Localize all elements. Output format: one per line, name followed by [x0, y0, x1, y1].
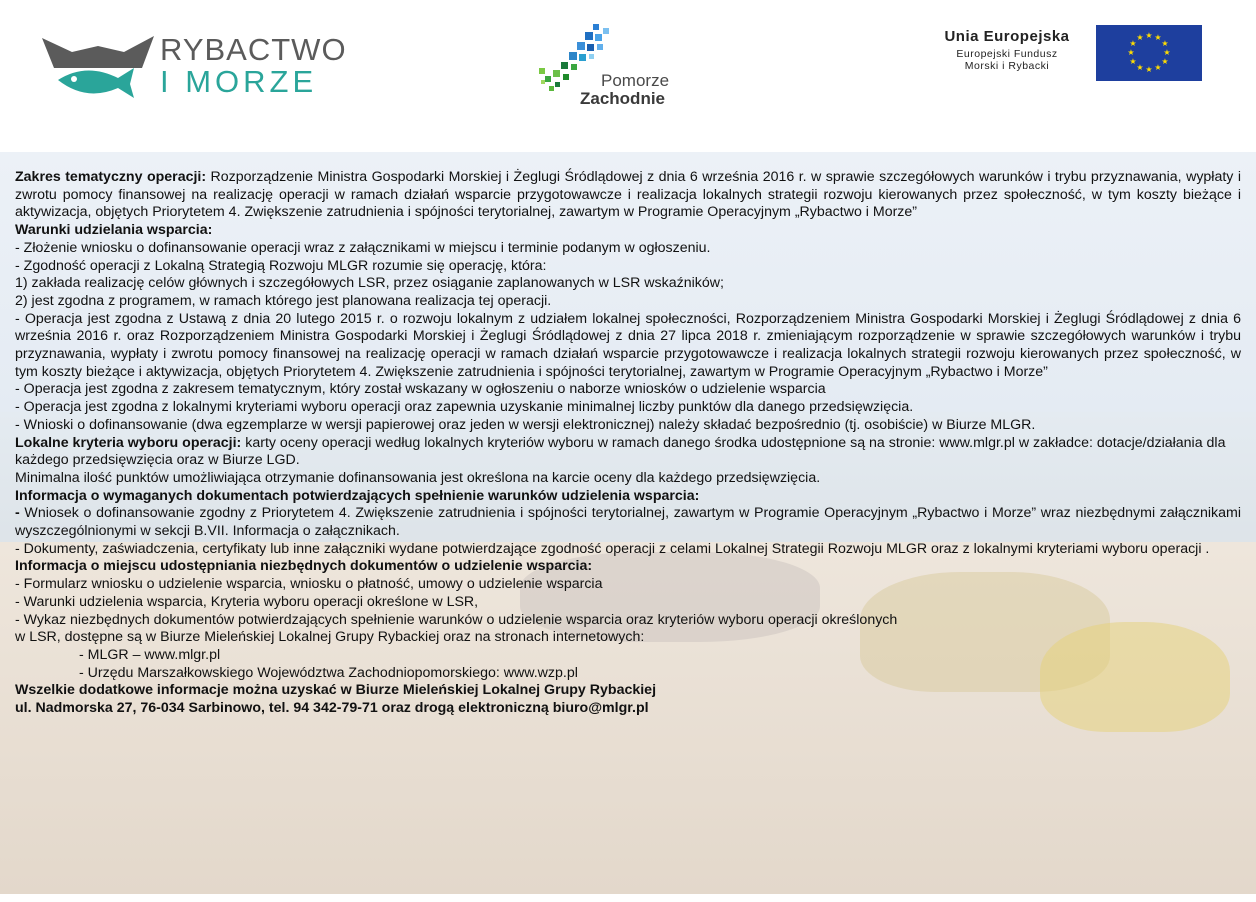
warunki-item-4: - Operacja jest zgodna z zakresem tematycznym, który został wskazany w ogłoszeniu o naborze wniosków o udzielenie wsparcia	[15, 381, 826, 398]
zakres-paragraph	[15, 169, 1241, 222]
kryteria-heading: Lokalne kryteria wyboru operacji:	[15, 434, 242, 451]
link-mlgr[interactable]: - MLGR – www.mlgr.pl	[79, 646, 221, 663]
miejsce-item-1: - Formularz wniosku o udzielenie wsparcia, wniosku o płatność, umowy o udzielenie wsparcia	[15, 576, 603, 593]
svg-text:★: ★	[1127, 48, 1135, 57]
svg-text:★: ★	[1145, 65, 1153, 74]
svg-text:★: ★	[1161, 57, 1169, 66]
eu-caption	[914, 28, 1100, 72]
warunki-item-2a: 1) zakłada realizację celów głównych i szczegółowych LSR, przez osiąganie zaplanowanych w LSR wskaźników;	[15, 275, 724, 292]
svg-text:★: ★	[1161, 39, 1169, 48]
footer-contact-line: ul. Nadmorska 27, 76-034 Sarbinowo, tel. 94 342-79-71 oraz drogą elektroniczną biuro@mlgr.pl	[15, 700, 649, 717]
footer-line-1: Wszelkie dodatkowe informacje można uzyskać w Biurze Mieleńskiej Lokalnej Grupy Rybackiej	[15, 682, 657, 699]
dokumenty-heading: Informacja o wymaganych dokumentach potwierdzających spełnienie warunków udzielenia wsparcia:	[15, 487, 700, 504]
zachodnie-text: Zachodnie	[580, 89, 666, 108]
pomorze-text: Pomorze	[601, 71, 670, 90]
warunki-item-2b: 2) jest zgodna z programem, w ramach którego jest planowana realizacja tej operacji.	[15, 292, 552, 309]
dokumenty-item-2: - Dokumenty, zaświadczenia, certyfikaty lub inne załączniki wydane potwierdzające zgodność operacji z celami Lokalnej Strategii Rozwoju MLGR oraz z lokalnymi kryteriami wyboru operacji .	[15, 540, 1210, 557]
warunki-item-2: - Zgodność operacji z Lokalną Strategią Rozwoju MLGR rozumie się operację, która:	[15, 257, 547, 274]
pomorze-zachodnie-logo	[533, 20, 703, 110]
kryteria-paragraph	[15, 435, 1241, 470]
svg-text:★: ★	[1163, 48, 1171, 57]
miejsce-item-2: - Warunki udzielenia wsparcia, Kryteria wyboru operacji określone w LSR,	[15, 593, 479, 610]
svg-text:★: ★	[1145, 31, 1153, 40]
eu-fund-line1: Europejski Fundusz	[956, 48, 1058, 60]
svg-text:★: ★	[1129, 57, 1137, 66]
miejsce-item-4: w LSR, dostępne są w Biurze Mieleńskiej Lokalnej Grupy Rybackiej oraz na stronach internetowych:	[15, 629, 645, 646]
eu-title: Unia Europejska	[944, 28, 1070, 45]
warunki-item-3: - Operacja jest zgodna z Ustawą z dnia 20 lutego 2015 r. o rozwoju lokalnym z udziałem lokalnej społeczności, Rozporządzeniem Ministra Gospodarki Morskiej i Żeglugi Śródlądowej z dnia 6 września 2016 r. oraz Rozporządzeniem Ministra Gospodarki Morskiej i Żeglugi Śródlądowej z dnia 27 lipca 2018 r. zmieniającym rozporządzenie w sprawie szczegółowych warunków i trybu przyznawania, wypłaty i zwrotu pomocy finansowej na realizację operacji w ramach działań wsparcie przygotowawcze i realizacja lokalnych strategii rozwoju kierowanych przez społeczność, w tym koszty bieżące i aktywizacja, objętych Priorytetem 4. Zwiększenie zatrudnienia i spójności terytorialnej, zawartym w Programie Operacyjnym „Rybactwo i Morze”	[15, 310, 1241, 380]
kryteria-text: karty oceny operacji według lokalnych kryteriów wyboru w ramach danego środka udostępnione są na stronie: www.mlgr.pl w zakładce: dotacje/działania dla każdego przedsięwzięcia oraz w Biurze LGD.	[15, 434, 1226, 469]
fish-boat-icon	[38, 22, 158, 100]
svg-text:★: ★	[1136, 63, 1144, 72]
link-wzp[interactable]: - Urzędu Marszałkowskiego Województwa Zachodniopomorskiego: www.wzp.pl	[79, 664, 578, 681]
kryteria-minimum: Minimalna ilość punktów umożliwiająca otrzymanie dofinansowania jest określona na karcie oceny dla każdego przedsięwzięcia.	[15, 469, 821, 486]
announcement-text	[15, 169, 1241, 718]
zakres-heading: Zakres tematyczny operacji:	[15, 169, 207, 185]
svg-text:★: ★	[1129, 39, 1137, 48]
svg-text:★: ★	[1136, 33, 1144, 42]
eu-flag-icon	[1096, 25, 1202, 81]
miejsce-heading: Informacja o miejscu udostępniania niezbędnych dokumentów o udzielenie wsparcia:	[15, 558, 593, 575]
miejsce-item-3: - Wykaz niezbędnych dokumentów potwierdzających spełnienie warunków o udzielenie wsparcia oraz kryteriów wyboru operacji określonych	[15, 611, 898, 628]
warunki-heading: Warunki udzielania wsparcia:	[15, 222, 213, 239]
eu-fund-line2: Morski i Rybacki	[964, 60, 1050, 72]
rybactwo-i-morze-logo	[38, 22, 347, 100]
warunki-item-6: - Wnioski o dofinansowanie (dwa egzemplarze w wersji papierowej oraz jeden w wersji elektronicznej) należy składać bezpośrednio (tj. osobiście) w Biurze MLGR.	[15, 416, 1036, 433]
dokumenty-item-1: - Wniosek o dofinansowanie zgodny z Priorytetem 4. Zwiększenie zatrudnienia i spójności terytorialnej, zawartym w Programie Operacyjnym „Rybactwo i Morze” wraz niezbędnymi załącznikami wyszczególnionymi w sekcji B.VII. Informacja o załącznikach.	[15, 505, 1241, 540]
warunki-item-1: - Złożenie wniosku o dofinansowanie operacji wraz z załącznikami w miejscu i terminie podanym w ogłoszeniu.	[15, 239, 711, 256]
rybactwo-text: RYBACTWO	[160, 32, 347, 67]
svg-text:★: ★	[1154, 63, 1162, 72]
zakres-text: Rozporządzenie Ministra Gospodarki Morskiej i Żeglugi Śródlądowej z dnia 6 września 2016 r. w sprawie szczegółowych warunków i trybu przyznawania, wypłaty i zwrotu pomocy finansowej na realizację operacji w ramach działań wsparcie przygotowawcze i realizacja lokalnych strategii rozwoju kierowanych przez społeczność, w tym koszty bieżące i aktywizacja, objętych Priorytetem 4. Zwiększenie zatrudnienia i spójności terytorialnej, zawartym w Programie Operacyjnym „Rybactwo i Morze”	[15, 169, 1241, 221]
warunki-item-5: - Operacja jest zgodna z lokalnymi kryteriami wyboru operacji oraz zapewnia uzyskanie minimalnej liczby punktów dla danego przedsięwzięcia.	[15, 399, 914, 416]
svg-text:★: ★	[1154, 33, 1162, 42]
i-morze-text: I MORZE	[160, 64, 318, 99]
logo-header	[0, 0, 1256, 152]
